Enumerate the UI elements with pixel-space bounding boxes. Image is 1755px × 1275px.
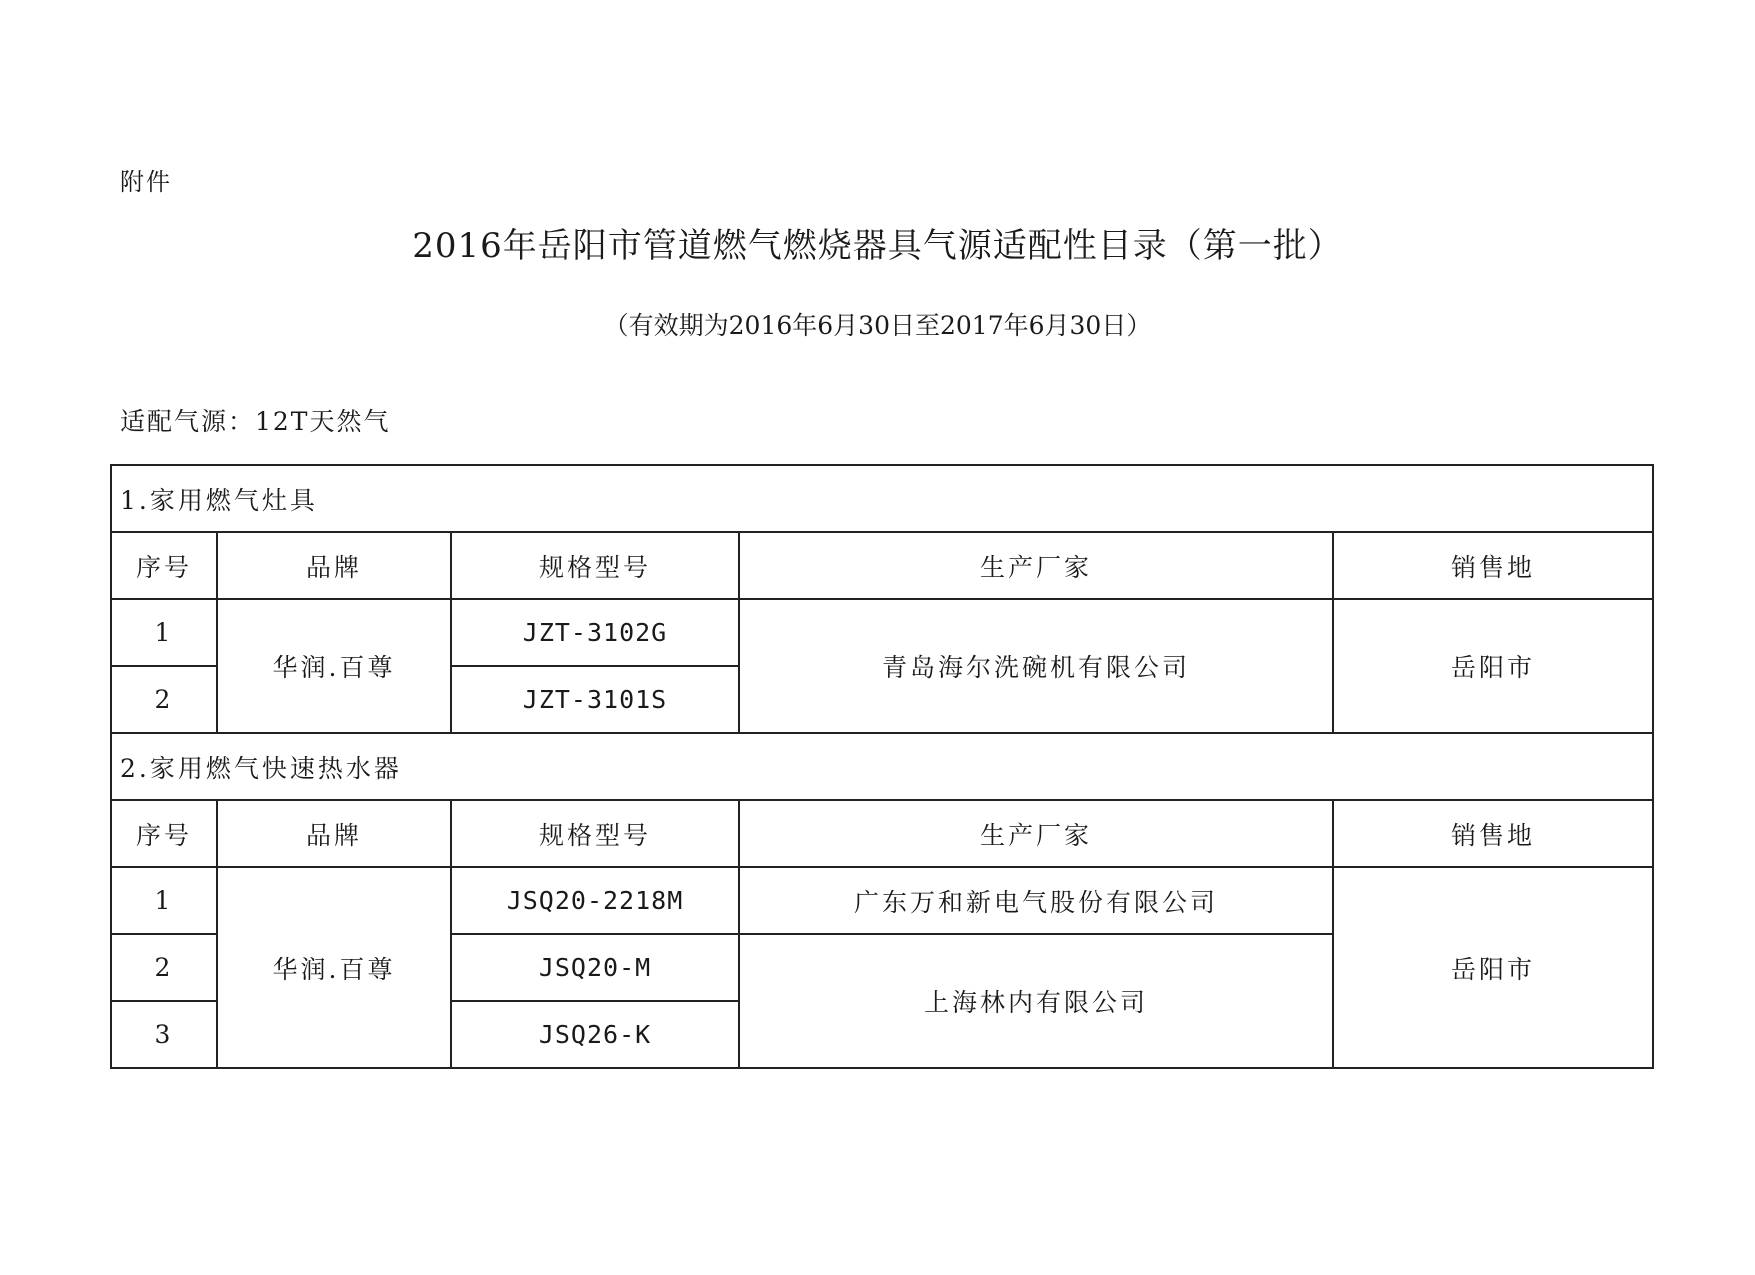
column-header-manufacturer: 生产厂家 xyxy=(739,532,1333,599)
column-header-manufacturer: 生产厂家 xyxy=(739,800,1333,867)
manufacturer-cell: 青岛海尔洗碗机有限公司 xyxy=(739,599,1333,733)
seq-cell: 2 xyxy=(111,666,217,733)
seq-cell: 2 xyxy=(111,934,217,1001)
column-header-row xyxy=(111,800,1653,867)
seq-cell: 1 xyxy=(111,867,217,934)
column-header-seq: 序号 xyxy=(111,532,217,599)
region-cell: 岳阳市 xyxy=(1333,867,1653,1068)
column-header-model: 规格型号 xyxy=(451,532,739,599)
column-header-seq: 序号 xyxy=(111,800,217,867)
region-cell: 岳阳市 xyxy=(1333,599,1653,733)
gas-source-label: 适配气源：12T天然气 xyxy=(120,407,391,436)
model-cell: JSQ20-M xyxy=(451,934,739,1001)
manufacturer-cell: 广东万和新电气股份有限公司 xyxy=(739,867,1333,934)
model-cell: JSQ26-K xyxy=(451,1001,739,1068)
brand-cell: 华润.百尊 xyxy=(217,867,451,1068)
model-cell: JZT-3102G xyxy=(451,599,739,666)
document-title: 2016年岳阳市管道燃气燃烧器具气源适配性目录（第一批） xyxy=(412,226,1343,266)
section-header-row xyxy=(111,465,1653,532)
model-cell: JSQ20-2218M xyxy=(451,867,739,934)
seq-cell: 3 xyxy=(111,1001,217,1068)
column-header-brand: 品牌 xyxy=(217,800,451,867)
validity-period: （有效期为2016年6月30日至2017年6月30日） xyxy=(603,311,1152,340)
catalog-table xyxy=(110,464,1654,1069)
brand-cell: 华润.百尊 xyxy=(217,599,451,733)
section-title: 2.家用燃气快速热水器 xyxy=(111,733,1653,800)
column-header-brand: 品牌 xyxy=(217,532,451,599)
section-title: 1.家用燃气灶具 xyxy=(111,465,1653,532)
attachment-label: 附件 xyxy=(120,168,172,196)
column-header-row xyxy=(111,532,1653,599)
column-header-region: 销售地 xyxy=(1333,800,1653,867)
section-header-row xyxy=(111,733,1653,800)
model-cell: JZT-3101S xyxy=(451,666,739,733)
manufacturer-cell: 上海林内有限公司 xyxy=(739,934,1333,1068)
table-row xyxy=(111,599,1653,666)
table-row xyxy=(111,867,1653,934)
column-header-model: 规格型号 xyxy=(451,800,739,867)
seq-cell: 1 xyxy=(111,599,217,666)
column-header-region: 销售地 xyxy=(1333,532,1653,599)
